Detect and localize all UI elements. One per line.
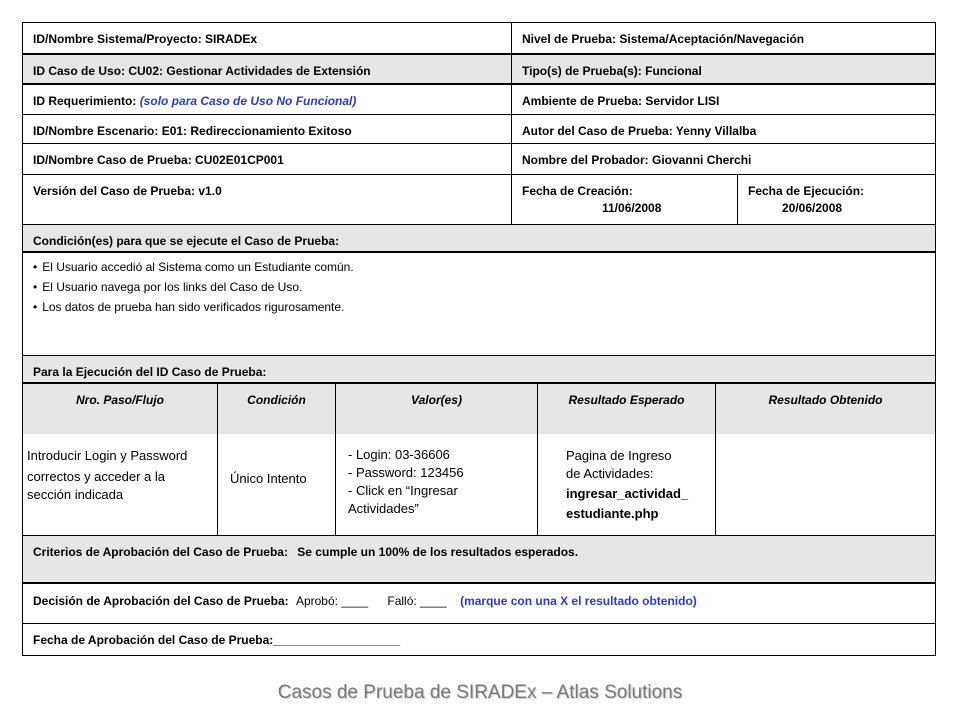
row-execution-header	[23, 356, 935, 384]
row-version-dates	[23, 175, 935, 225]
step-expected	[537, 434, 715, 535]
step-condition: Único Intento	[217, 434, 335, 535]
execution-date-label: Fecha de Ejecución:	[748, 184, 865, 198]
execution-title: Para la Ejecución del ID Caso de Prueba:	[33, 365, 267, 379]
table-row	[23, 434, 935, 536]
test-case-id: ID/Nombre Caso de Prueba: CU02E01CP001	[33, 153, 284, 167]
col-expected: Resultado Esperado	[537, 384, 715, 434]
decision-note: (marque con una X el resultado obtenido)	[460, 594, 697, 608]
step-expected-line: estudiante.php	[566, 506, 659, 521]
slide-footer: Casos de Prueba de SIRADEx – Atlas Solutions	[277, 682, 683, 703]
step-expected-line: Pagina de Ingreso	[566, 448, 672, 463]
condition-item: • El Usuario accedió al Sistema como un Estudiante común.	[33, 257, 935, 277]
test-environment: Ambiente de Prueba: Servidor LISI	[511, 85, 935, 114]
creation-date-label: Fecha de Creación:	[522, 184, 633, 198]
row-scenario	[23, 115, 935, 144]
row-conditions-list	[23, 253, 935, 356]
step-value-line: - Login: 03-36606	[348, 447, 450, 462]
step-values	[335, 434, 537, 535]
row-system	[23, 23, 935, 55]
requirement-id	[23, 85, 511, 114]
execution-date: 20/06/2008	[782, 201, 843, 215]
step-flow-line: Introducir Login y Password	[27, 448, 188, 463]
condition-item: • Los datos de prueba han sido verificados rigurosamente.	[33, 297, 935, 317]
test-type: Tipo(s) de Prueba(s): Funcional	[511, 55, 935, 83]
col-condition: Condición	[217, 384, 335, 434]
step-expected-line: de Actividades:	[566, 466, 654, 481]
approval-decision	[23, 584, 935, 623]
step-flow-line: correctos y acceder a la	[27, 469, 166, 484]
step-value-line: Actividades”	[348, 501, 419, 516]
criteria-label: Criterios de Aprobación del Caso de Prueba:	[33, 545, 288, 559]
approval-date: Fecha de Aprobación del Caso de Prueba:___________________	[33, 633, 401, 647]
row-decision	[23, 584, 935, 624]
test-version: Versión del Caso de Prueba: v1.0	[33, 184, 222, 198]
system-name: ID/Nombre Sistema/Proyecto: SIRADEx	[33, 32, 258, 46]
step-flow-line: sección indicada	[27, 487, 124, 502]
execution-date-cell	[737, 175, 935, 224]
row-conditions-header	[23, 225, 935, 253]
decision-label: Decisión de Aprobación del Caso de Prueba:	[33, 594, 289, 608]
scenario-id: ID/Nombre Escenario: E01: Redireccionamiento Exitoso	[33, 124, 352, 138]
failed-field: Falló: ____	[387, 594, 447, 608]
criteria-value: Se cumple un 100% de los resultados esperados.	[297, 545, 579, 559]
step-value-line: - Password: 123456	[348, 465, 464, 480]
steps-table-header	[23, 384, 935, 434]
tester-name: Nombre del Probador: Giovanni Cherchi	[511, 144, 935, 174]
use-case-id: ID Caso de Uso: CU02: Gestionar Actividades de Extensión	[33, 64, 371, 78]
approved-field: Aprobó: ____	[295, 594, 369, 608]
conditions-cell	[23, 253, 935, 355]
col-values: Valor(es)	[335, 384, 537, 434]
row-approval-date	[23, 624, 935, 655]
test-case-form	[22, 22, 936, 656]
approval-criteria	[23, 536, 935, 582]
requirement-note: (solo para Caso de Uso No Funcional)	[139, 94, 357, 108]
step-flow	[27, 447, 215, 504]
step-value-line: - Click en “Ingresar	[348, 483, 458, 498]
requirement-label: ID Requerimiento:	[33, 94, 140, 108]
step-obtained	[715, 434, 935, 535]
col-obtained: Resultado Obtenido	[715, 384, 935, 434]
condition-item: • El Usuario navega por los links del Caso de Uso.	[33, 277, 935, 297]
row-use-case	[23, 55, 935, 85]
creation-date: 11/06/2008	[602, 201, 662, 215]
conditions-title: Condición(es) para que se ejecute el Caso de Prueba:	[33, 234, 340, 248]
conditions-list	[33, 257, 935, 317]
test-level: Nivel de Prueba: Sistema/Aceptación/Navegación	[511, 23, 935, 53]
row-criteria	[23, 536, 935, 584]
row-requirement	[23, 85, 935, 115]
col-flow: Nro. Paso/Flujo	[75, 393, 164, 407]
step-expected-line: ingresar_actividad_	[566, 486, 689, 501]
test-author: Autor del Caso de Prueba: Yenny Villalba	[511, 115, 935, 143]
creation-date-cell	[511, 175, 737, 224]
row-test-case	[23, 144, 935, 175]
